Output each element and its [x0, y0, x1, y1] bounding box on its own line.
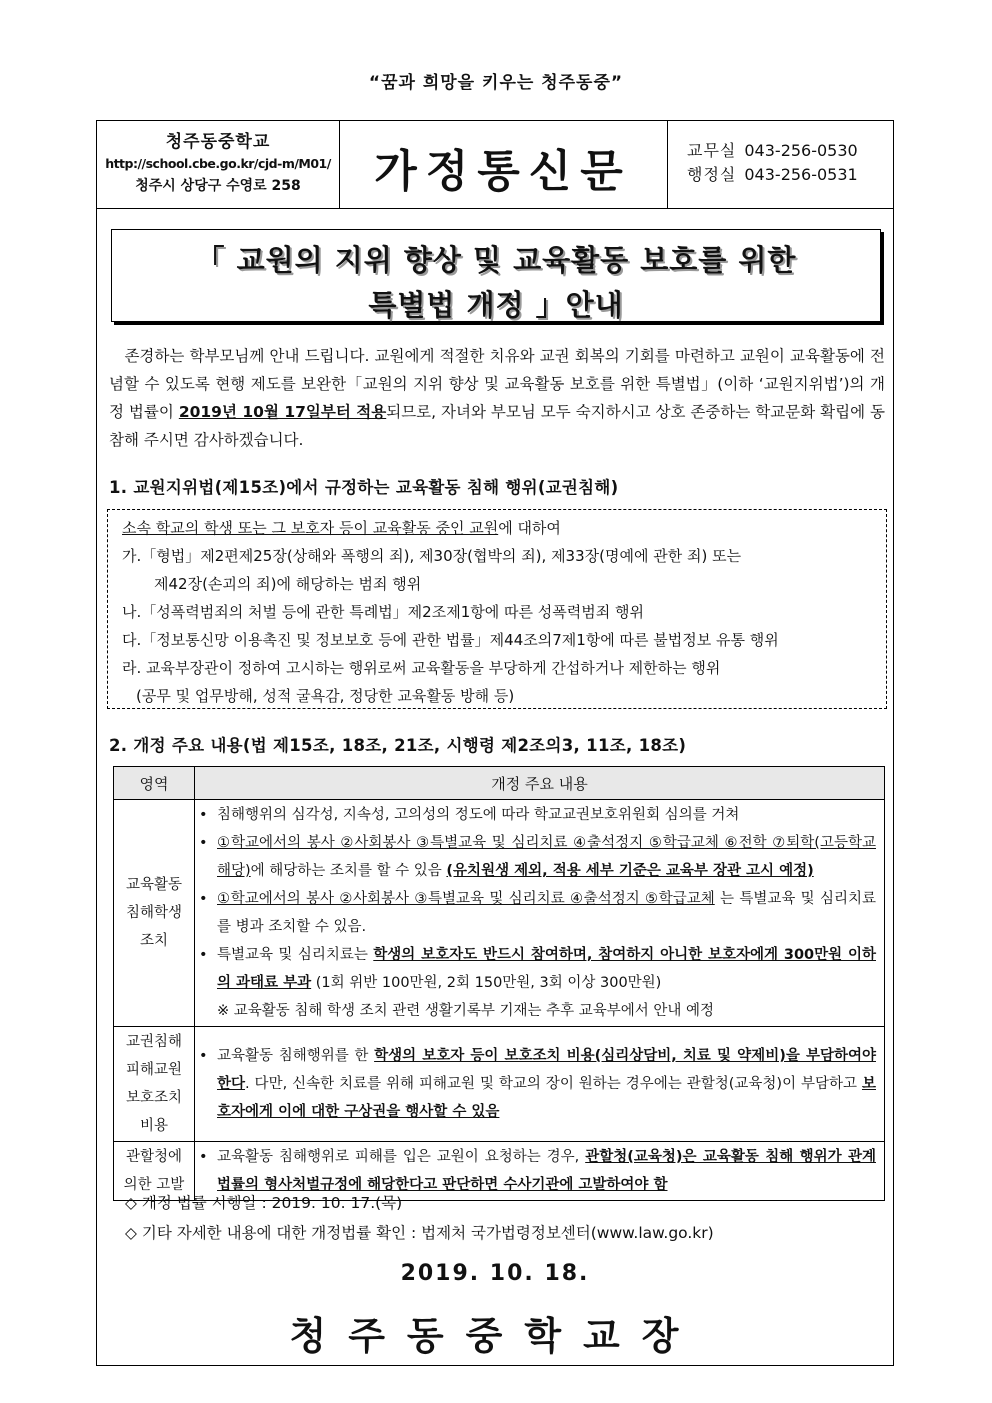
underlined-text: ①학교에서의 봉사 ②사회봉사 ③특별교육 및 심리치료 ④출석정지 ⑤학급교체 — [217, 891, 715, 907]
list-item: 다.「정보통신망 이용촉진 및 정보보호 등에 관한 법률」제44조의7제1항에 따른 불법정보 유통 행위 — [122, 631, 779, 649]
bullet-item — [199, 1042, 876, 1126]
area-line: 교권침해 — [125, 1034, 183, 1050]
area-line: 교육활동 — [125, 877, 183, 893]
area-cell — [114, 1027, 195, 1142]
note-text: ※ 교육활동 침해 학생 조치 관련 생활기록부 기재는 추후 교육부에서 안내 예정 — [217, 1003, 715, 1019]
bullet-icon: • — [199, 835, 208, 851]
bold-underlined-text: 보호자에게 이에 대한 구상권을 행사할 수 있음 — [217, 1076, 876, 1120]
section1-heading: 1. 교원지위법(제15조)에서 규정하는 교육활동 침해 행위(교권침해) — [109, 478, 619, 497]
phone-number: 043-256-0531 — [744, 165, 858, 184]
area-line: 관할청에 — [125, 1149, 183, 1165]
col-content-header: 개정 주요 내용 — [195, 767, 885, 800]
plain-text: 에 해당하는 조치를 할 수 있음 — [250, 863, 447, 879]
document-title-line1: 「 교원의 지위 향상 및 교육활동 보호를 위한 — [195, 243, 797, 277]
list-item: 가.「형법」제2편제25장(상해와 폭행의 죄), 제30장(협박의 죄), 제33장(명예에 관한 죄) 또는 — [122, 547, 742, 565]
phone-label: 교무실 — [687, 141, 737, 160]
newsletter-title-cell — [339, 121, 668, 208]
content-cell — [195, 1027, 885, 1142]
area-line: 침해학생 — [125, 905, 183, 921]
amendment-table — [113, 766, 885, 1201]
bullet-icon: • — [199, 947, 208, 963]
intro-text-end: 되므로, 자녀와 부모님 모두 숙지하시고 상호 존중하는 학교문화 확립에 동참해 주시면 감사하겠습니다. — [109, 403, 886, 449]
bullet-item — [199, 829, 876, 885]
school-address: 청주시 상당구 수영로 258 — [135, 178, 301, 194]
lead-rest: 에 대하여 — [498, 519, 561, 537]
plain-text: 교육활동 침해행위를 한 — [217, 1048, 375, 1064]
col-area-header: 영역 — [114, 767, 195, 800]
school-motto: “꿈과 희망을 키우는 청주동중” — [368, 73, 624, 93]
plain-text: 특별교육 및 심리치료는 — [217, 947, 374, 963]
bullet-icon: • — [199, 891, 208, 907]
section2-heading: 2. 개정 주요 내용(법 제15조, 18조, 21조, 시행령 제2조의3, 11조, 18조) — [109, 736, 687, 755]
list-item: (공무 및 업무방해, 성적 굴욕감, 정당한 교육활동 방해 등) — [136, 687, 515, 705]
phone-label: 행정실 — [687, 165, 737, 184]
underlined-text: ①학교에서의 봉사 ②사회봉사 ③특별교육 및 심리치료 ④출석정지 ⑤학급교체 ⑥전학 ⑦퇴학(고등학교 해당) — [217, 835, 876, 879]
phone-row — [687, 163, 858, 187]
notes — [125, 1188, 714, 1248]
bullet-icon: • — [199, 807, 208, 823]
bullet-item — [199, 801, 876, 829]
effective-date-emphasis: 2019년 10월 17일부터 적용 — [178, 403, 387, 421]
phone-number: 043-256-0530 — [744, 141, 858, 160]
intro-text: 존경하는 학부모님께 안내 드립니다. 교원에게 적절한 치유와 교권 회복의 기회를 마련하고 교원이 교육활동에 전념할 수 있도록 현행 제도를 보완한「교원의 지위 향상 및 교육활동 보호를 위한 특별법」(이하 ‘교원지위법’)의 개정 법률이 — [109, 347, 885, 421]
bullet-text — [217, 829, 876, 885]
bullet-icon: • — [199, 1048, 208, 1064]
principal-signature: 청주동중학교장 — [289, 1313, 701, 1358]
bullet-item — [199, 885, 876, 941]
document-title-box — [111, 229, 881, 322]
bold-underlined-text: 학생의 보호자 등이 보호조치 비용(심리상담비, 치료 및 약제비)을 부담하여야 한다 — [217, 1048, 876, 1092]
school-name: 청주동중학교 — [165, 132, 271, 152]
school-info — [97, 121, 340, 208]
list-item: 나.「성폭력범죄의 처벌 등에 관한 특례법」제2조제1항에 따른 성폭력범죄 행위 — [122, 603, 644, 621]
area-line: 의한 고발 — [123, 1177, 185, 1193]
phone-row — [687, 139, 858, 163]
plain-text: 는 특별교육 및 심리치료를 병과 조치할 수 있음. — [217, 891, 876, 935]
bullet-text: 침해행위의 심각성, 지속성, 고의성의 정도에 따라 학교교권보호위원회 심의를 거쳐 — [217, 807, 740, 823]
bullet-icon: • — [199, 1149, 208, 1165]
list-item: 라. 교육부장관이 정하여 고시하는 행위로써 교육활동을 부당하게 간섭하거나 제한하는 행위 — [122, 659, 721, 677]
area-line: 조치 — [139, 933, 168, 949]
document-title-line2: 특별법 개정 」안내 — [368, 288, 624, 322]
contact-phones — [687, 139, 858, 187]
school-url[interactable]: http://school.cbe.go.kr/cjd-m/M01/ — [105, 156, 331, 171]
infringement-acts-box — [107, 509, 887, 709]
issue-date: 2019. 10. 18. — [400, 1261, 590, 1286]
bold-underlined-text: (유치원생 제외, 적용 세부 기준은 교육부 장관 고시 예정) — [446, 863, 814, 879]
area-cell — [114, 800, 195, 1027]
bold-underlined-text: 학생의 보호자도 반드시 참여하며, 참여하지 아니한 보호자에게 300만원 이하의 과태료 부과 — [217, 947, 876, 991]
content-cell — [195, 800, 885, 1027]
plain-text: 교육활동 침해행위로 피해를 입은 교원이 요청하는 경우, — [217, 1149, 586, 1165]
plain-text: (1회 위반 100만원, 2회 150만원, 3회 이상 300만원) — [311, 975, 662, 991]
bullet-text — [217, 1042, 876, 1126]
newsletter-title: 가정통신문 — [374, 146, 632, 197]
letter-header — [97, 121, 893, 209]
bullet-text — [217, 885, 876, 941]
bullet-item — [199, 941, 876, 997]
letter-frame — [96, 120, 894, 1366]
note-effective-date: ◇ 개정 법률 시행일 : 2019. 10. 17.(목) — [125, 1194, 403, 1212]
area-line: 비용 — [139, 1118, 168, 1134]
table-row — [114, 800, 885, 1027]
note-law-reference: ◇ 기타 자세한 내용에 대한 개정법률 확인 : 법제처 국가법령정보센터(www.law.go.kr) — [125, 1224, 714, 1242]
bold-underlined-text: 관할청(교육청)은 교육활동 침해 행위가 관계 법률의 형사처벌규정에 해당한다고 판단하면 수사기관에 고발하여야 함 — [217, 1149, 876, 1193]
plain-text: . 다만, 신속한 치료를 위해 피해교원 및 학교의 장이 원하는 경우에는 관할청(교육청)이 부담하고 — [245, 1076, 862, 1092]
lead-underlined: 소속 학교의 학생 또는 그 보호자 등이 교육활동 중인 교원 — [122, 519, 499, 537]
intro-paragraph — [109, 342, 885, 454]
area-line: 피해교원 — [125, 1062, 183, 1078]
list-item — [122, 514, 886, 542]
table-row — [114, 1027, 885, 1142]
bullet-text — [217, 941, 876, 997]
table-header-row — [114, 767, 885, 800]
area-line: 보호조치 — [125, 1090, 183, 1106]
list-item: 제42장(손괴의 죄)에 해당하는 범죄 행위 — [154, 575, 422, 593]
